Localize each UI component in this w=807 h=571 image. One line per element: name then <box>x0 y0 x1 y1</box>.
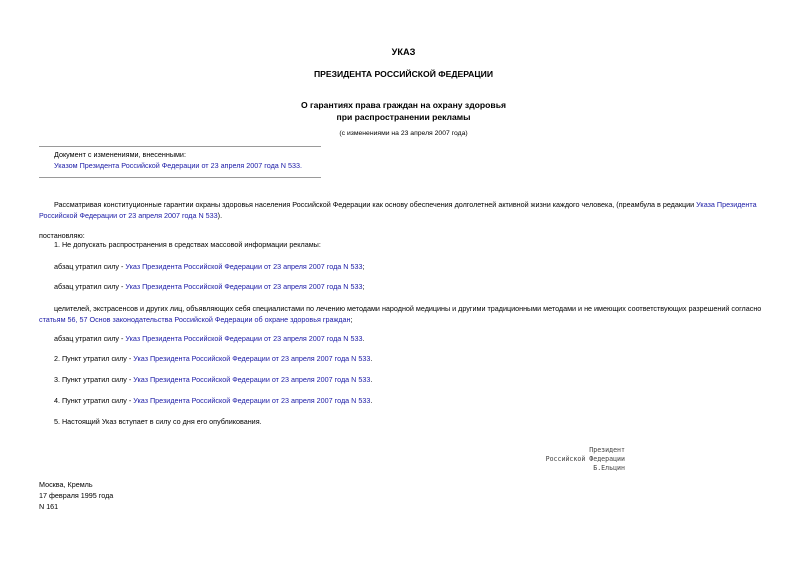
sub-item-3-link[interactable]: статьям 56, 57 Основ законодательства Российской Федерации об охране здоровья граждан <box>39 315 351 324</box>
item-3-prefix: 3. Пункт утратил силу - <box>54 375 134 384</box>
item-3-tail: . <box>370 375 373 384</box>
item-3-link[interactable]: Указ Президента Российской Федерации от 23 апреля 2007 года N 533 <box>133 375 371 384</box>
signature-line-3: Б.Ельцин <box>593 464 625 472</box>
item-2-link[interactable]: Указ Президента Российской Федерации от 23 апреля 2007 года N 533 <box>133 354 371 363</box>
sub-item-2-tail: ; <box>362 282 365 291</box>
signature-line-1: Президент <box>589 446 625 454</box>
sub-item-1-tail: ; <box>362 262 365 271</box>
item-5: 5. Настоящий Указ вступает в силу со дня его опубликования. <box>54 417 262 426</box>
sub-item-1-prefix: абзац утратил силу - <box>54 262 126 271</box>
decree-word: постановляю: <box>39 231 85 240</box>
item-2 <box>54 354 372 363</box>
item-4-link[interactable]: Указ Президента Российской Федерации от 23 апреля 2007 года N 533 <box>133 396 371 405</box>
preamble-tail: ). <box>217 211 223 220</box>
sub-item-4 <box>54 334 364 343</box>
item-2-prefix: 2. Пункт утратил силу - <box>54 354 134 363</box>
item-4 <box>54 396 372 405</box>
sub-item-4-tail: . <box>362 334 365 343</box>
preamble-link[interactable]: Указа Президента Российской Федерации от 23 апреля 2007 года N 533 <box>39 200 757 220</box>
sub-item-3-tail: ; <box>350 315 353 324</box>
document-title: УКАЗ <box>391 47 416 57</box>
sub-item-2-link[interactable]: Указ Президента Российской Федерации от 23 апреля 2007 года N 533 <box>125 282 363 291</box>
item-4-prefix: 4. Пункт утратил силу - <box>54 396 134 405</box>
footer-date: 17 февраля 1995 года <box>39 491 114 500</box>
sub-item-4-link[interactable]: Указ Президента Российской Федерации от 23 апреля 2007 года N 533 <box>125 334 363 343</box>
item-3 <box>54 375 372 384</box>
sub-item-3-text: целителей, экстрасенсов и других лиц, объявляющих себя специалистами по лечению методами народной медицины и другими традиционными методами и не имеющих соответствующих разрешений согласно <box>54 304 762 313</box>
item-2-tail: . <box>370 354 373 363</box>
preamble-text: Рассматривая конституционные гарантии охраны здоровья населения Российской Федерации как основу обеспечения долголетней активной жизни каждого человека, (преамбула в редакции <box>54 200 697 209</box>
amendments-link[interactable]: Указом Президента Российской Федерации от 23 апреля 2007 года N 533. <box>54 161 302 170</box>
sub-item-2-prefix: абзац утратил силу - <box>54 282 126 291</box>
document-heading-line1: О гарантиях права граждан на охрану здоровья <box>300 100 506 110</box>
item-4-tail: . <box>370 396 373 405</box>
divider-top <box>39 146 321 147</box>
amendments-label: Документ с изменениями, внесенными: <box>54 150 186 159</box>
signature-line-2: Российской Федерации <box>545 455 625 463</box>
divider-bottom <box>39 177 321 178</box>
sub-item-1-link[interactable]: Указ Президента Российской Федерации от 23 апреля 2007 года N 533 <box>125 262 363 271</box>
footer-place: Москва, Кремль <box>39 480 93 489</box>
footer-number: N 161 <box>39 502 59 511</box>
item-1: 1. Не допускать распространения в средствах массовой информации рекламы: <box>54 240 321 249</box>
amendments-note: (с изменениями на 23 апреля 2007 года) <box>339 130 468 137</box>
sub-item-2 <box>54 282 364 291</box>
preamble-paragraph <box>39 199 774 221</box>
sub-item-4-prefix: абзац утратил силу - <box>54 334 126 343</box>
document-subtitle: ПРЕЗИДЕНТА РОССИЙСКОЙ ФЕДЕРАЦИИ <box>313 69 494 79</box>
sub-item-1 <box>54 262 364 271</box>
sub-item-3 <box>39 303 774 325</box>
document-heading-line2: при распространении рекламы <box>336 112 471 122</box>
